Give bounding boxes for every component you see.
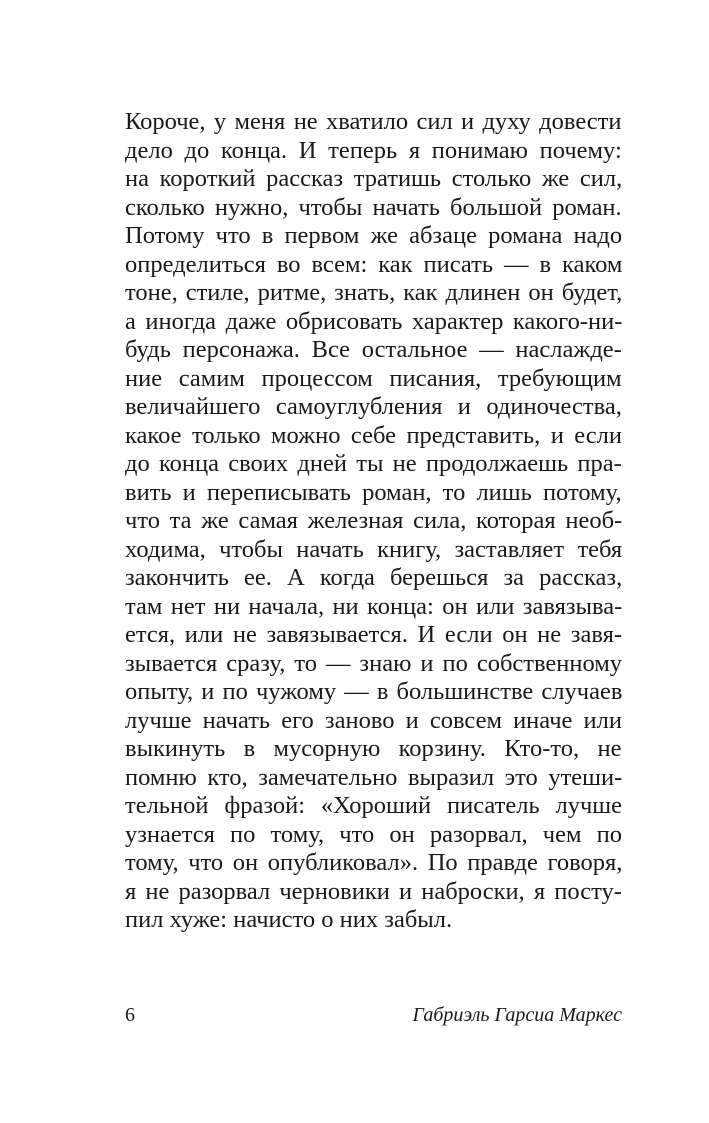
text-line: пил хуже: начисто о них забыл. bbox=[125, 906, 453, 933]
text-line: Потому что в первом же абзаце романа надо bbox=[125, 222, 623, 249]
text-line: до конца своих дней ты не продолжаешь пра- bbox=[125, 450, 622, 477]
text-line: а иногда даже обрисовать характер какого-ни- bbox=[125, 307, 623, 335]
text-line: на короткий рассказ тратишь столько же сил, bbox=[125, 165, 623, 192]
text-line: будь персонажа. Все остальное — наслажде- bbox=[125, 336, 622, 363]
text-line: ется, или не завязывается. И если он не завя- bbox=[125, 621, 623, 648]
text-line: вить и переписывать роман, то лишь потому, bbox=[125, 478, 622, 506]
text-line: зывается сразу, то — знаю и по собственному bbox=[125, 649, 623, 677]
text-line: опыту, и по чужому — в большинстве случаев bbox=[125, 678, 623, 705]
text-line: ние самим процессом писания, требующим bbox=[125, 364, 622, 392]
text-line: лучше начать его заново и совсем иначе или bbox=[125, 706, 622, 734]
page-number: 6 bbox=[125, 1004, 135, 1026]
text-line: тому, что он опубликовал». По правде говоря, bbox=[125, 849, 623, 876]
text-line: помню кто, замечательно выразил это утеши- bbox=[125, 763, 623, 791]
text-line: я не разорвал черновики и наброски, я посту- bbox=[125, 877, 622, 905]
text-line: тельной фразой: «Хороший писатель лучше bbox=[125, 792, 623, 819]
text-line: сколько нужно, чтобы начать большой роман. bbox=[125, 193, 622, 221]
text-line: какое только можно себе представить, и если bbox=[125, 421, 622, 449]
body-text bbox=[125, 108, 622, 935]
text-line: величайшего самоуглубления и одиночества, bbox=[125, 393, 622, 420]
text-line: определиться во всем: как писать — в каком bbox=[125, 250, 623, 278]
text-line: там нет ни начала, ни конца: он или завязыва- bbox=[125, 592, 623, 620]
running-title: Габриэль Гарсиа Маркес bbox=[412, 1004, 622, 1026]
text-line: закончить ее. А когда берешься за рассказ, bbox=[125, 564, 623, 591]
text-line: выкинуть в мусорную корзину. Кто-то, не bbox=[125, 735, 622, 762]
text-line: узнается по тому, что он разорвал, чем по bbox=[125, 820, 622, 848]
text-line: дело до конца. И теперь я понимаю почему: bbox=[125, 136, 622, 164]
page-footer bbox=[125, 1001, 622, 1029]
text-line: Короче, у меня не хватило сил и духу довести bbox=[125, 108, 622, 135]
text-line: что та же самая железная сила, которая необ- bbox=[125, 507, 623, 534]
text-line: тоне, стиле, ритме, знать, как длинен он будет, bbox=[125, 279, 623, 306]
text-line: ходима, чтобы начать книгу, заставляет тебя bbox=[125, 535, 623, 563]
